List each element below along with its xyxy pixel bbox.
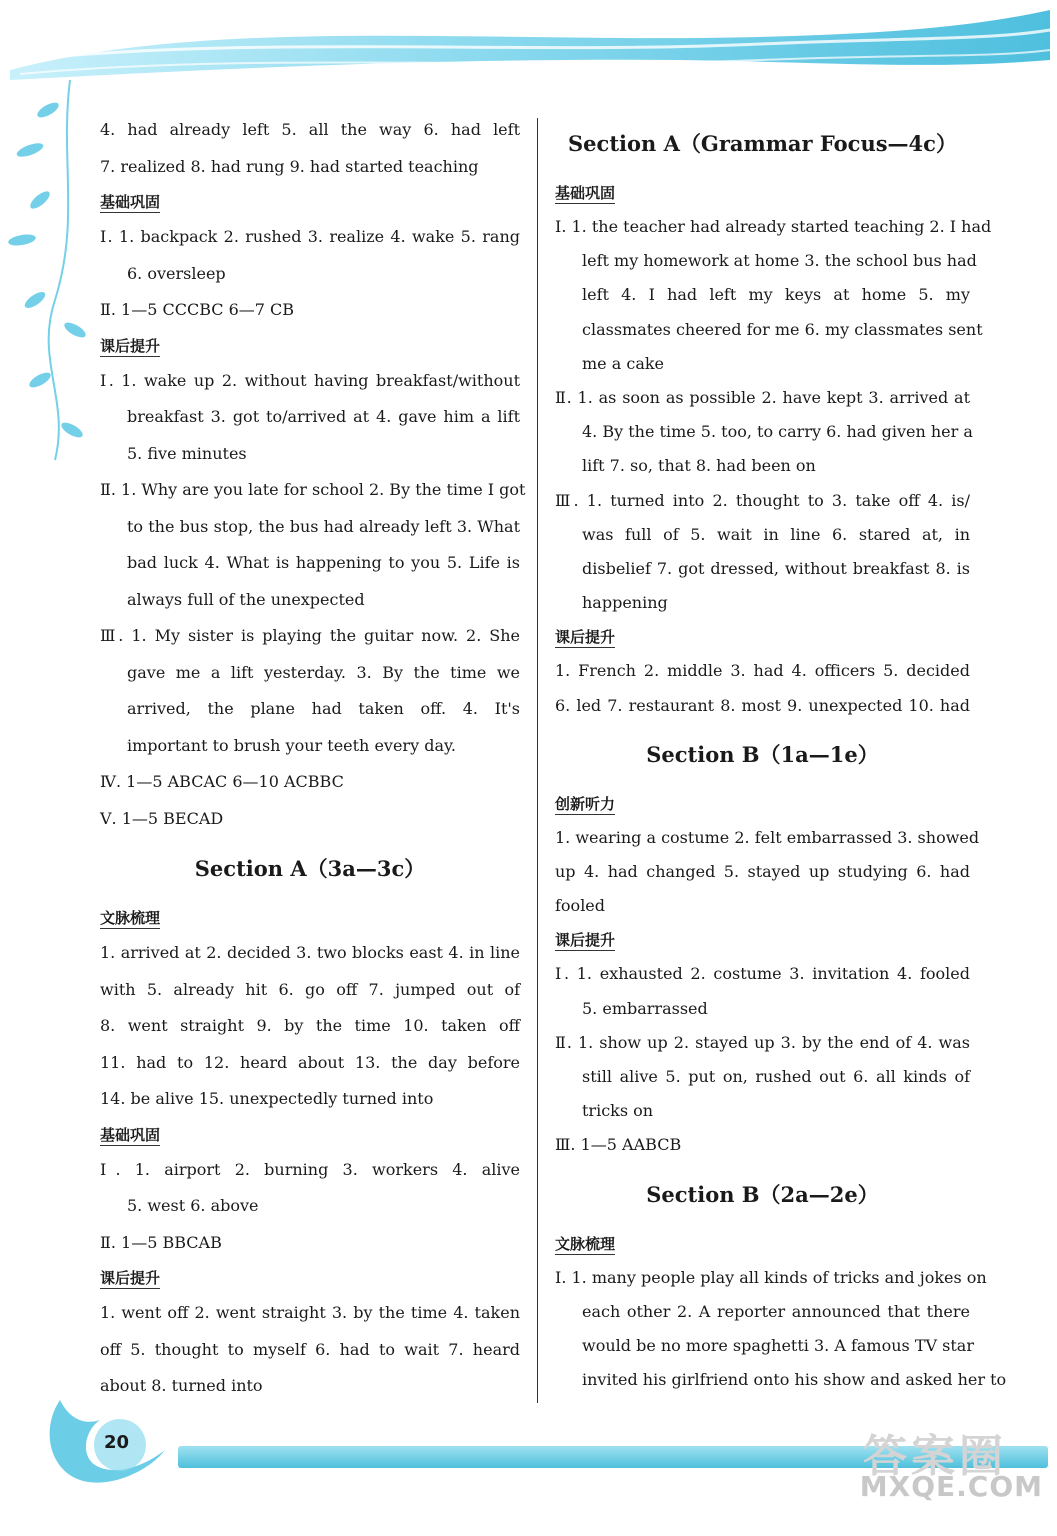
section-tag: 文脉梳理: [555, 1234, 616, 1253]
answer-line: left my homework at home 3. the school bus had: [582, 251, 977, 271]
answer-line: 6. led 7. restaurant 8. most 9. unexpected 10. had: [555, 695, 970, 715]
answer-line: bad luck 4. What is happening to you 5. Life is: [127, 553, 520, 572]
answer-line: Ⅰ. 1. the teacher had already started teaching 2. I had: [555, 217, 992, 236]
answer-line: Ⅱ. 1. show up 2. stayed up 3. by the end of 4. was: [555, 1032, 970, 1052]
section-title: Section B（1a—1e）: [646, 741, 879, 767]
answer-line: Ⅲ. 1. My sister is playing the guitar now. 2. She: [100, 626, 520, 645]
answer-line: 4. By the time 5. too, to carry 6. had given her a: [582, 422, 973, 442]
answer-line: disbelief 7. got dressed, without breakfast 8. is: [582, 559, 970, 579]
answer-line: 7. realized 8. had rung 9. had started teaching: [100, 156, 479, 176]
answer-line: Ⅲ. 1—5 AABCB: [555, 1135, 682, 1155]
answer-line: 5. five minutes: [127, 443, 247, 463]
answer-line: 1. went off 2. went straight 3. by the time 4. taken: [100, 1303, 520, 1322]
left-column: [100, 112, 526, 1405]
answer-line: breakfast 3. got to/arrived at 4. gave him a lift: [127, 407, 520, 426]
section-tag: 基础巩固: [100, 193, 161, 211]
column-divider: [537, 118, 538, 1403]
answer-line: always full of the unexpected: [127, 589, 365, 609]
section-tag: 基础巩固: [100, 1125, 161, 1144]
section-title: Section B（2a—2e）: [646, 1181, 879, 1207]
watermark-logo: 答案圈: [863, 1431, 1007, 1482]
section-tag: 课后提升: [100, 336, 161, 355]
answer-line: Ⅴ. 1—5 BECAD: [100, 808, 224, 828]
answer-line: 4. had already left 5. all the way 6. had left: [100, 120, 520, 139]
page-number: 20: [104, 1432, 130, 1453]
answer-line: with 5. already hit 6. go off 7. jumped out of: [100, 979, 520, 999]
section-tag: 课后提升: [555, 628, 616, 647]
answer-line: 1. wearing a costume 2. felt embarrassed 3. showed: [555, 827, 980, 847]
section-tag: 基础巩固: [555, 184, 616, 202]
answer-line: Ⅰ. 1. wake up 2. without having breakfast/without: [100, 370, 520, 390]
answer-line: tricks on: [582, 1101, 654, 1121]
answer-line: Ⅰ. 1. backpack 2. rushed 3. realize 4. wake 5. rang: [100, 227, 520, 246]
answer-line: arrived, the plane had taken off. 4. It's: [127, 699, 520, 718]
answer-line: Ⅰ. 1. many people play all kinds of tricks and jokes on: [555, 1267, 987, 1287]
answer-line: up 4. had changed 5. stayed up studying 6. had: [555, 862, 970, 882]
answer-line: 14. be alive 15. unexpectedly turned into: [100, 1089, 434, 1108]
answer-line: 5. west 6. above: [127, 1196, 259, 1215]
answer-line: 8. went straight 9. by the time 10. taken off: [100, 1016, 520, 1035]
watermark-url: MXQE.COM: [859, 1470, 1043, 1503]
answer-line: fooled: [555, 896, 606, 916]
header-swoosh: [10, 10, 1050, 80]
answer-line: Ⅱ. 1—5 CCCBC 6—7 CB: [100, 300, 295, 319]
vine-decoration: [7, 80, 88, 460]
answer-line: left 4. I had left my keys at home 5. my: [582, 285, 970, 305]
answer-line: to the bus stop, the bus had already left 3. What: [127, 516, 520, 536]
answer-line: 1. French 2. middle 3. had 4. officers 5. decided: [555, 661, 970, 681]
section-title: Section A（3a—3c）: [194, 856, 426, 881]
section-tag: 课后提升: [100, 1269, 161, 1287]
answer-line: happening: [582, 593, 668, 613]
answer-line: 6. oversleep: [127, 263, 226, 283]
answer-line: invited his girlfriend onto his show and asked her to: [582, 1370, 1007, 1390]
answer-line: Ⅱ. 1—5 BBCAB: [100, 1232, 222, 1252]
answer-line: would be no more spaghetti 3. A famous TV star: [582, 1336, 974, 1356]
section-title: Section A（Grammar Focus—4c）: [568, 131, 957, 156]
answer-line: each other 2. A reporter announced that there: [582, 1301, 970, 1321]
answer-line: Ⅱ. 1. Why are you late for school 2. By the time I got: [100, 480, 526, 499]
answer-line: Ⅰ. 1. exhausted 2. costume 3. invitation 4. fooled: [555, 964, 970, 984]
section-tag: 创新听力: [555, 794, 616, 813]
answer-line: classmates cheered for me 6. my classmates sent: [582, 319, 983, 339]
answer-line: off 5. thought to myself 6. had to wait 7. heard: [100, 1339, 520, 1359]
answer-line: about 8. turned into: [100, 1376, 263, 1395]
answer-line: Ⅱ. 1. as soon as possible 2. have kept 3. arrived at: [555, 388, 970, 408]
answer-line: 5. embarrassed: [582, 998, 708, 1018]
right-column: [555, 128, 1007, 1397]
answer-line: 1. arrived at 2. decided 3. two blocks east 4. in line: [100, 943, 520, 962]
answer-line: lift 7. so, that 8. had been on: [582, 456, 816, 476]
answer-line: was full of 5. wait in line 6. stared at, in: [582, 524, 970, 544]
section-tag: 课后提升: [555, 931, 616, 950]
answer-line: Ⅲ. 1. turned into 2. thought to 3. take off 4. is/: [555, 490, 970, 510]
answer-line: Ⅰ. 1. airport 2. burning 3. workers 4. alive: [100, 1159, 520, 1179]
answer-line: important to brush your teeth every day.: [127, 735, 456, 755]
section-tag: 文脉梳理: [100, 909, 161, 927]
answer-line: still alive 5. put on, rushed out 6. all kinds of: [582, 1067, 970, 1087]
answer-line: me a cake: [582, 353, 665, 373]
answer-line: gave me a lift yesterday. 3. By the time we: [127, 662, 520, 682]
answer-line: 11. had to 12. heard about 13. the day before: [100, 1052, 520, 1072]
answer-line: Ⅳ. 1—5 ABCAC 6—10 ACBBC: [100, 772, 344, 791]
